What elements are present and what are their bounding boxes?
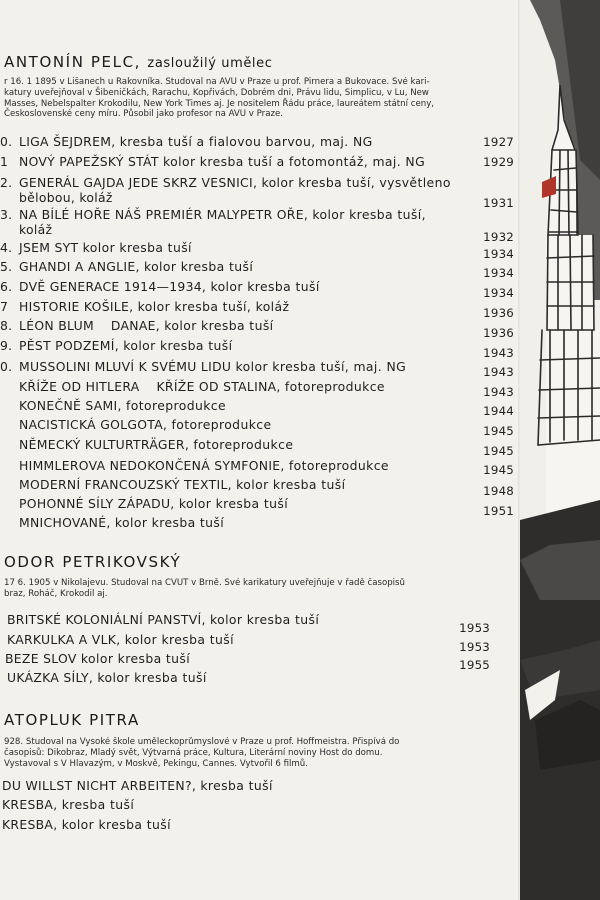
entry-number: 9. <box>0 338 13 353</box>
entry-title: MODERNÍ FRANCOUZSKÝ TEXTIL, <box>19 477 232 492</box>
entry-medium: kolor kresba tuší <box>124 632 234 647</box>
entry-medium: kolor kresba tuší, <box>312 207 426 222</box>
bio-line: Vystavoval s V Hlavazým, v Moskvě, Pekingu, Cannes. Vytvořil 6 filmů. <box>4 758 308 769</box>
catalog-entry <box>0 437 520 458</box>
artist-heading <box>4 711 140 729</box>
entry-medium: kolor kresba tuší <box>143 259 254 274</box>
entry-number: 3. <box>0 207 13 222</box>
catalog-entry <box>0 259 520 280</box>
catalog-entry <box>0 670 520 687</box>
entry-medium: fotoreprodukce <box>193 437 294 452</box>
entry-medium-continued: koláž <box>19 222 53 237</box>
entry-year: 1945 <box>483 463 514 477</box>
entry-title: KONEČNĚ SAMI, <box>19 398 122 413</box>
catalog-entry <box>0 338 520 360</box>
entry-medium: kresba tuší a fialovou barvou, maj. NG <box>119 134 373 149</box>
catalog-entry <box>0 299 520 320</box>
catalog-entry <box>0 318 520 340</box>
entry-number: 2. <box>0 175 13 190</box>
catalog-entry <box>0 778 520 795</box>
artist-heading <box>4 553 181 571</box>
entry-title: NACISTICKÁ GOLGOTA, <box>19 417 168 432</box>
entry-year: 1948 <box>483 484 514 498</box>
catalog-entry <box>0 359 520 379</box>
catalog-entry <box>0 154 520 171</box>
bio-line: 928. Studoval na Vysoké škole uměleckoprůmyslové v Praze u prof. Hoffmeistra. Přispívá do <box>4 737 400 747</box>
entry-year: 1934 <box>483 286 514 300</box>
entry-year: 1936 <box>483 306 514 320</box>
bio-line: katury uveřejňoval v Šibeničkách, Rarachu, Kopřivách, Dobrém dni, Právu lidu, Simplicu, v Lu, New <box>4 87 429 98</box>
entry-title: BRITSKÉ KOLONIÁLNÍ PANSTVÍ, <box>7 612 206 627</box>
entry-medium: fotoreprodukce <box>288 458 389 473</box>
entry-medium: kolor kresba tuší <box>209 612 320 627</box>
entry-number: 1 <box>0 154 9 169</box>
catalog-entry <box>0 817 520 834</box>
artist-name: ANTONÍN PELC <box>4 53 135 71</box>
entry-medium: kolor kresba tuší <box>164 318 274 333</box>
entry-year: 1953 <box>459 640 490 654</box>
artist-title: zasloužilý umělec <box>147 56 273 71</box>
entry-title: LÉON BLUM DANAE, <box>19 318 161 333</box>
catalog-entry <box>0 632 520 654</box>
catalog-entry <box>0 515 520 532</box>
entry-medium: kolor kresba tuší <box>80 651 191 666</box>
catalog-entry <box>0 417 520 438</box>
entry-year: 1944 <box>483 404 514 418</box>
entry-title: KRESBA, <box>2 817 58 832</box>
entry-medium: fotoreprodukce <box>284 379 385 394</box>
entry-year: 1953 <box>459 621 490 635</box>
entry-year: 1943 <box>483 385 514 399</box>
entry-medium: fotoreprodukce <box>171 417 272 432</box>
entry-medium: kresba tuší <box>200 778 273 793</box>
entry-title: HIMMLEROVA NEDOKONČENÁ SYMFONIE, <box>19 458 285 473</box>
entry-medium: kolor kresba tuší, koláž <box>137 299 290 314</box>
entry-number: 5. <box>0 259 13 274</box>
entry-medium: kolor kresba tuší <box>178 496 289 511</box>
entry-medium-continued: bělobou, koláž <box>19 190 113 205</box>
entry-number: 0. <box>0 359 13 374</box>
entry-year: 1945 <box>483 424 514 438</box>
entry-year: 1934 <box>483 247 514 261</box>
entry-year: 1951 <box>483 504 514 518</box>
bio-line: braz, Roháč, Krokodil aj. <box>4 588 108 599</box>
entry-medium: kolor kresba tuší <box>210 279 320 294</box>
entry-title: PĚST PODZEMÍ, <box>19 338 119 353</box>
catalog-entry <box>0 797 520 814</box>
entry-medium: kolor kresba tuší <box>61 817 171 832</box>
entry-number: 0. <box>0 134 13 149</box>
entry-medium: fotoreprodukce <box>126 398 227 413</box>
entry-year: 1955 <box>459 658 490 672</box>
catalog-entry <box>0 379 520 399</box>
artist-bio <box>4 77 504 120</box>
bio-line: r 16. 1 1895 v Lišanech u Rakovníka. Studoval na AVU v Praze u prof. Pirnera a Bukovace. Své kari- <box>4 77 430 87</box>
entry-medium: kolor kresba tuší <box>82 240 192 255</box>
entry-title: KARKULKA A VLK, <box>7 632 121 647</box>
catalog-entry <box>0 279 520 300</box>
entry-title: MNICHOVANÉ, <box>19 515 111 530</box>
entry-title: DU WILLST NICHT ARBEITEN?, <box>2 778 197 793</box>
entry-title: MUSSOLINI MLUVÍ K SVÉMU LIDU <box>19 359 232 374</box>
artist-name: ODOR PETRIKOVSKÝ <box>4 553 182 571</box>
entry-number: 6. <box>0 279 13 294</box>
entry-year: 1931 <box>483 196 514 210</box>
catalog-entry <box>0 496 520 518</box>
catalog-entry <box>0 651 520 672</box>
entry-number: 7 <box>0 299 9 314</box>
entry-year: 1943 <box>483 365 514 379</box>
catalog-entry <box>0 134 520 151</box>
bio-line: Masses, Nebelspalter Krokodilu, New York Times aj. Je nositelem Řádu práce, laureátem státní ceny, <box>4 98 435 109</box>
catalog-entry <box>0 612 520 635</box>
entry-title: NOVÝ PAPEŽSKÝ STÁT <box>19 154 159 169</box>
entry-medium: kresba tuší <box>61 797 135 812</box>
entry-title: POHONNÉ SÍLY ZÁPADU, <box>19 496 175 511</box>
entry-medium: kolor kresba tuší, vysvětleno <box>261 175 451 190</box>
catalog-entry <box>0 477 520 498</box>
entry-medium: kolor kresba tuší <box>236 477 346 492</box>
entry-title: UKÁZKA SÍLY, <box>7 670 94 685</box>
catalog-entry <box>0 240 520 261</box>
entry-title: KŘÍŽE OD HITLERA KŘÍŽE OD STALINA, <box>19 379 281 394</box>
catalog-entry <box>0 398 520 418</box>
entry-year: 1932 <box>483 230 514 244</box>
artist-name: ATOPLUK PITRA <box>4 711 140 729</box>
artist-bio <box>4 578 504 600</box>
entry-number: 8. <box>0 318 13 333</box>
bio-line: 17 6. 1905 v Nikolajevu. Studoval na ČVUT v Brně. Své karikatury uveřejňuje v řadě časopisů <box>4 578 405 588</box>
entry-year: 1929 <box>483 155 514 169</box>
entry-title: BEZE SLOV <box>5 651 77 666</box>
entry-year: 1936 <box>483 326 514 340</box>
entry-year: 1927 <box>483 135 514 149</box>
catalog-entry <box>0 175 520 210</box>
entry-medium: kolor kresba tuší <box>123 338 233 353</box>
entry-year: 1943 <box>483 346 514 360</box>
entry-title: JSEM SYT <box>19 240 79 255</box>
catalog-entry <box>0 207 520 244</box>
entry-title: GENERÁL GAJDA JEDE SKRZ VESNICI, <box>19 175 258 190</box>
entry-title: NA BÍLÉ HOŘE NÁŠ PREMIÉR MALYPETR OŘE, <box>19 207 309 222</box>
bio-line: Československé ceny míru. Působil jako profesor na AVU v Praze. <box>4 109 283 120</box>
entry-medium: kolor kresba tuší a fotomontáž, maj. NG <box>163 154 426 169</box>
facing-page-artwork <box>520 0 600 900</box>
entry-year: 1945 <box>483 444 514 458</box>
artist-heading: ANTONÍN PELC, zasloužilý umělec <box>4 53 273 71</box>
entry-title: DVĚ GENERACE 1914—1934, <box>19 279 207 294</box>
entry-title: GHANDI A ANGLIE, <box>19 259 140 274</box>
entry-title: HISTORIE KOŠILE, <box>19 299 134 314</box>
entry-number: 4. <box>0 240 13 255</box>
entry-title: NĚMECKÝ KULTURTRÄGER, <box>19 437 190 452</box>
catalog-entry <box>0 458 520 475</box>
entry-title: KRESBA, <box>2 797 58 812</box>
bio-line: časopisů: Dikobraz, Mladý svět, Výtvarná práce, Kultura, Literární noviny Host do domu. <box>4 747 383 758</box>
entry-medium: kolor kresba tuší <box>114 515 225 530</box>
entry-title: LIGA ŠEJDREM, <box>19 134 116 149</box>
artist-bio <box>4 737 504 769</box>
entry-medium: kolor kresba tuší <box>97 670 207 685</box>
entry-year: 1934 <box>483 266 514 280</box>
entry-medium: kolor kresba tuší, maj. NG <box>235 359 407 374</box>
